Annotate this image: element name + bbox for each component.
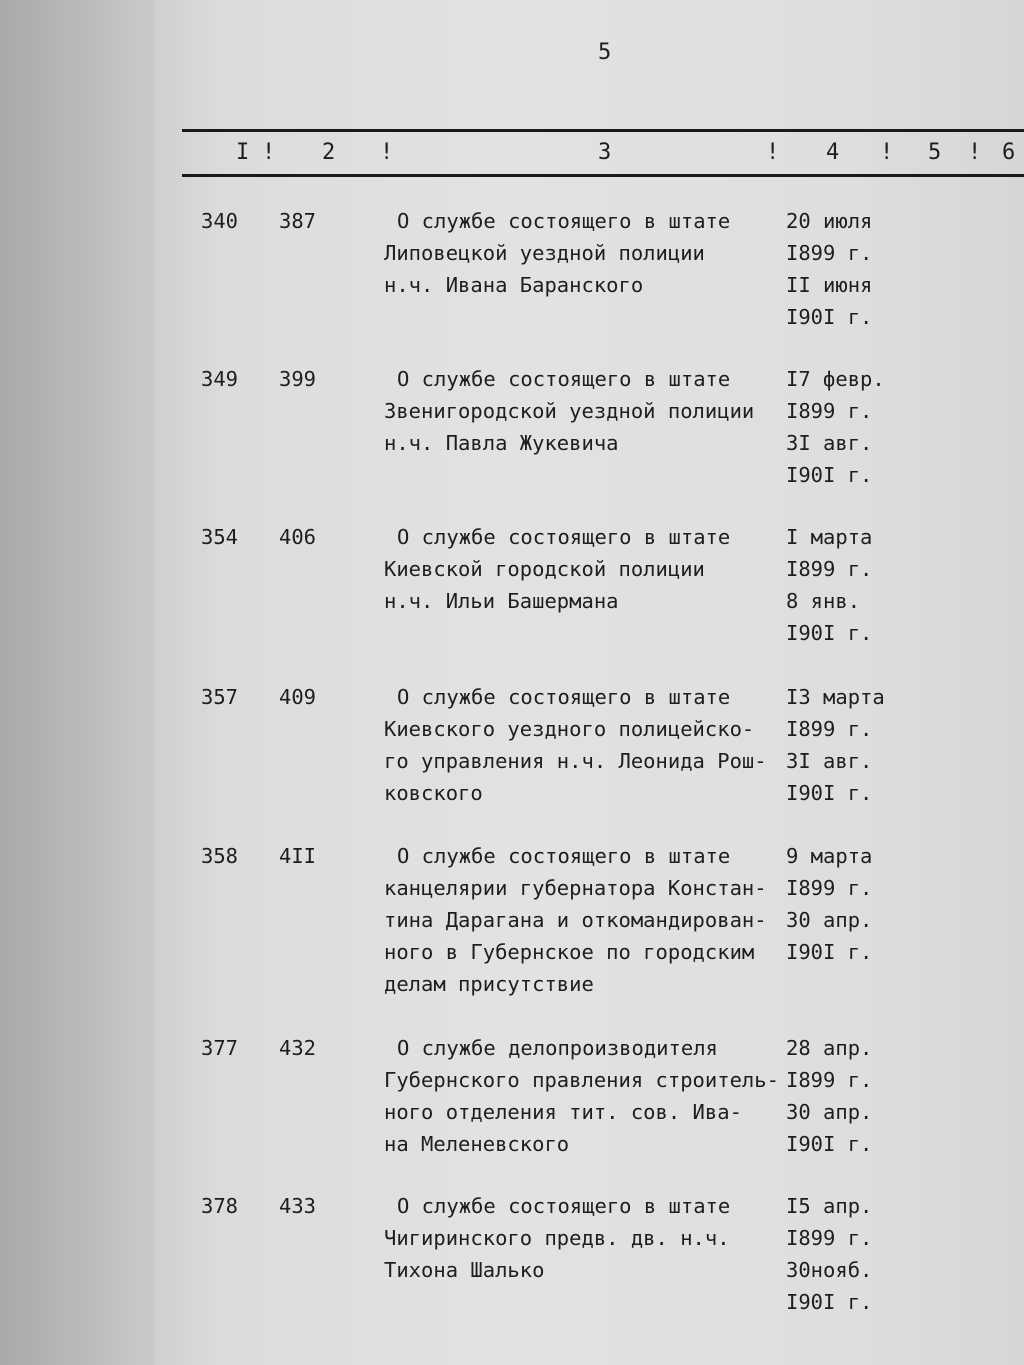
description-line: Тихона Шалько (384, 1258, 545, 1282)
record-number-2: 433 (279, 1194, 317, 1218)
description-line: Киевского уездного полицейско- (384, 717, 755, 741)
header-sep-5: ! (968, 140, 982, 165)
record-number-1: 358 (201, 844, 239, 868)
header-col-2: 2 (322, 140, 336, 165)
description-line: Губернского правления строитель- (384, 1068, 779, 1092)
description-line: н.ч. Павла Жукевича (384, 431, 619, 455)
table-header (0, 140, 1024, 170)
date-line: I90I г. (786, 781, 873, 805)
date-line: I90I г. (786, 463, 873, 487)
date-line: 3I авг. (786, 431, 873, 455)
record-dates (786, 1190, 916, 1318)
record-number-2: 409 (279, 685, 317, 709)
description-line: О службе состоящего в штате (397, 367, 731, 391)
record-description (384, 205, 804, 301)
date-line: I90I г. (786, 1290, 873, 1314)
record-number-2: 387 (279, 209, 317, 233)
record-number-2: 406 (279, 525, 317, 549)
page-number: 5 (598, 40, 613, 65)
record-description (384, 521, 804, 617)
record-number-1: 378 (201, 1194, 239, 1218)
record-dates (786, 205, 916, 333)
description-line: ковского (384, 781, 483, 805)
date-line: I899 г. (786, 1226, 873, 1250)
record-description (384, 840, 804, 1000)
header-sep-3: ! (766, 140, 780, 165)
date-line: I90I г. (786, 940, 873, 964)
description-line: тина Дарагана и откомандирован- (384, 908, 767, 932)
description-line: О службе состоящего в штате (397, 209, 731, 233)
description-line: ного в Губернское по городским (384, 940, 755, 964)
description-line: Киевской городской полиции (384, 557, 705, 581)
date-line: I5 апр. (786, 1194, 873, 1218)
description-line: го управления н.ч. Леонида Рош- (384, 749, 767, 773)
record-description (384, 681, 804, 809)
record-number-2: 432 (279, 1036, 317, 1060)
date-line: I899 г. (786, 241, 873, 265)
date-line: II июня (786, 273, 873, 297)
header-sep-1: ! (262, 140, 276, 165)
description-line: Чигиринского предв. дв. н.ч. (384, 1226, 730, 1250)
record-description (384, 363, 804, 459)
description-line: делам присутствие (384, 972, 594, 996)
date-line: I899 г. (786, 717, 873, 741)
header-col-3: 3 (598, 140, 612, 165)
header-sep-2: ! (380, 140, 394, 165)
record-dates (786, 1032, 916, 1160)
record-number-1: 340 (201, 209, 239, 233)
record-dates (786, 363, 916, 491)
date-line: I899 г. (786, 1068, 873, 1092)
header-col-4: 4 (826, 140, 840, 165)
date-line: 30нояб. (786, 1258, 873, 1282)
record-number-2: 4II (279, 844, 317, 868)
description-line: О службе состоящего в штате (397, 844, 731, 868)
date-line: I марта (786, 525, 873, 549)
date-line: I899 г. (786, 876, 873, 900)
header-col-6: 6 (1002, 140, 1016, 165)
date-line: 28 апр. (786, 1036, 873, 1060)
date-line: 30 апр. (786, 908, 873, 932)
description-line: ного отделения тит. сов. Ива- (384, 1100, 742, 1124)
record-number-1: 354 (201, 525, 239, 549)
date-line: I90I г. (786, 305, 873, 329)
date-line: 9 марта (786, 844, 873, 868)
header-sep-4: ! (880, 140, 894, 165)
date-line: 30 апр. (786, 1100, 873, 1124)
description-line: Звенигородской уездной полиции (384, 399, 755, 423)
date-line: I90I г. (786, 621, 873, 645)
record-dates (786, 681, 916, 809)
record-dates (786, 840, 916, 968)
left-page-shadow (0, 0, 175, 1365)
header-col-1: I (236, 140, 250, 165)
record-number-2: 399 (279, 367, 317, 391)
record-description (384, 1032, 804, 1160)
description-line: канцелярии губернатора Констан- (384, 876, 767, 900)
date-line: 8 янв. (786, 589, 861, 613)
date-line: 20 июля (786, 209, 873, 233)
record-number-1: 349 (201, 367, 239, 391)
description-line: О службе состоящего в штате (397, 685, 731, 709)
date-line: I899 г. (786, 399, 873, 423)
description-line: О службе состоящего в штате (397, 1194, 731, 1218)
date-line: I899 г. (786, 557, 873, 581)
record-dates (786, 521, 916, 649)
description-line: н.ч. Ильи Башермана (384, 589, 619, 613)
description-line: н.ч. Ивана Баранского (384, 273, 644, 297)
record-description (384, 1190, 804, 1286)
header-top-rule (182, 129, 1024, 132)
date-line: I7 февр. (786, 367, 885, 391)
description-line: О службе делопроизводителя (397, 1036, 718, 1060)
description-line: на Меленевского (384, 1132, 570, 1156)
date-line: I3 марта (786, 685, 885, 709)
date-line: I90I г. (786, 1132, 873, 1156)
header-bottom-rule (182, 174, 1024, 177)
record-number-1: 357 (201, 685, 239, 709)
record-number-1: 377 (201, 1036, 239, 1060)
description-line: О службе состоящего в штате (397, 525, 731, 549)
description-line: Липовецкой уездной полиции (384, 241, 705, 265)
date-line: 3I авг. (786, 749, 873, 773)
header-col-5: 5 (928, 140, 942, 165)
